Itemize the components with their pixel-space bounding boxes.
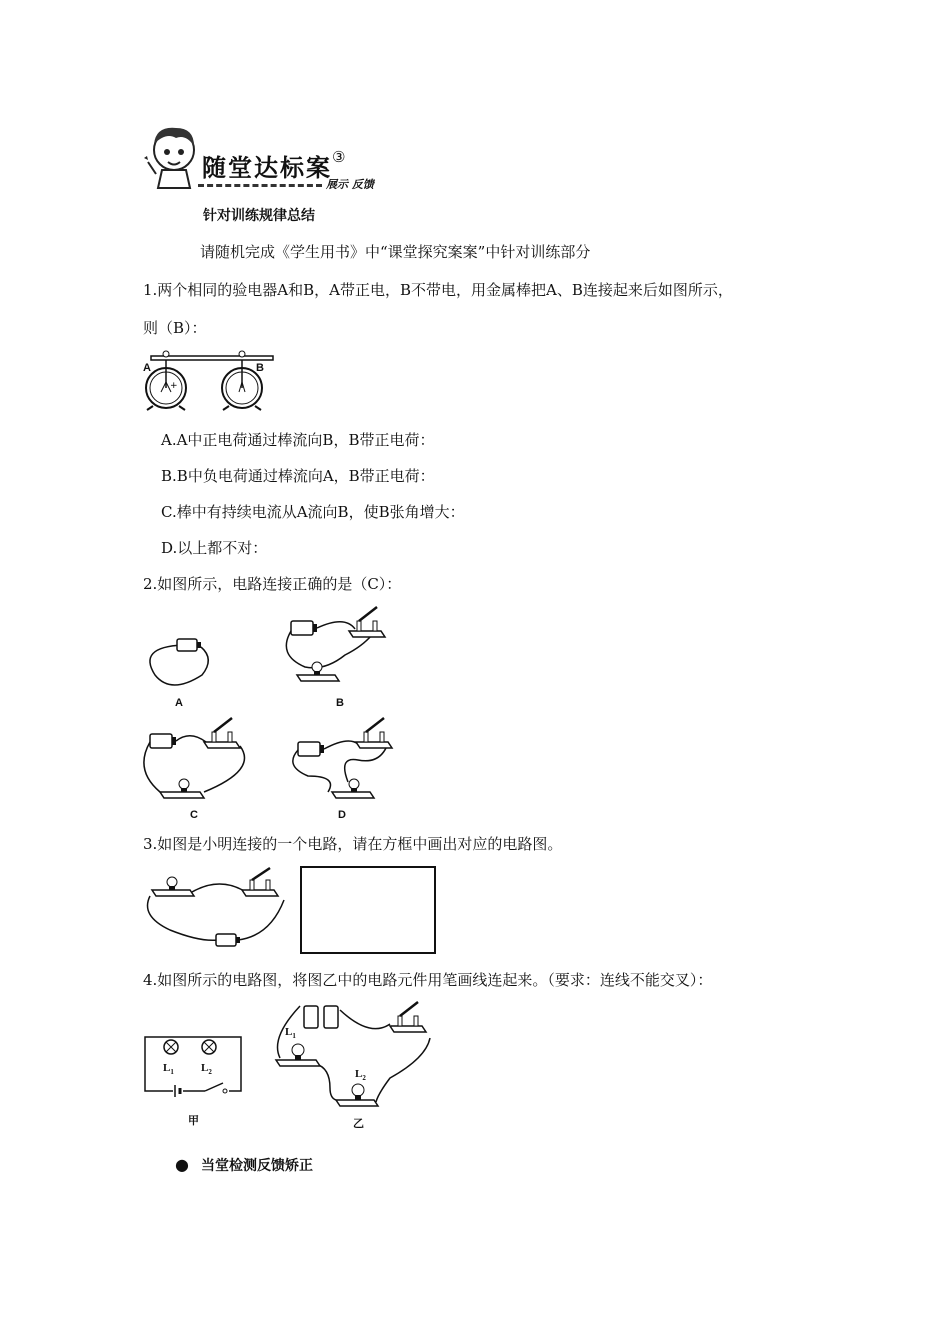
banner-subtitle: 展示 反馈	[326, 178, 374, 191]
q4-stem: 4.如图所示的电路图，将图乙中的电路元件用笔画线连起来。（要求：连线不能交叉）：	[143, 971, 713, 989]
q1-option-a: A.A中正电荷通过棒流向B，B带正电荷：	[161, 431, 435, 449]
banner-dash-line	[198, 184, 322, 187]
q4-yi-l1-letter: L	[285, 1026, 293, 1038]
q1-label-a: A	[143, 362, 151, 374]
q2-label-d: D	[338, 809, 346, 821]
banner-title-text: 随堂达标案	[202, 154, 332, 182]
section-title: 针对训练规律总结	[203, 208, 315, 224]
q4-yi-l2-letter: L	[355, 1068, 363, 1080]
q1-stem-line2: 则（B）：	[143, 319, 207, 337]
q4-label-jia: 甲	[188, 1115, 199, 1127]
q4-label-yi: 乙	[353, 1118, 364, 1130]
q4-l2-sub: 2	[208, 1068, 212, 1077]
intro-text: 请随机完成《学生用书》中“课堂探究案案”中针对训练部分	[200, 243, 591, 261]
svg-text:+: +	[170, 381, 178, 391]
q2-stem: 2.如图所示，电路连接正确的是（C）：	[143, 575, 402, 593]
banner	[140, 118, 400, 196]
q2-figure-c	[140, 716, 270, 801]
q3-circuit-figure	[140, 866, 290, 956]
q4-yi-l1-label	[285, 1026, 296, 1040]
q4-l1-sub: 1	[170, 1068, 174, 1077]
q4-physical-yi	[270, 998, 435, 1116]
q4-l1-letter: L	[163, 1062, 171, 1074]
q1-label-b: B	[256, 362, 264, 374]
q4-yi-l2-label	[355, 1068, 366, 1082]
q4-schematic-jia	[143, 1035, 243, 1093]
q2-label-a: A	[175, 697, 183, 709]
q1-option-c: C.棒中有持续电流从A流向B，使B张角增大：	[161, 503, 465, 521]
q2-label-b: B	[336, 697, 344, 709]
q1-electroscope-figure	[143, 350, 283, 412]
q2-figure-b	[285, 605, 405, 685]
banner-circle-num: ③	[332, 148, 348, 166]
q3-answer-box	[300, 866, 436, 954]
q2-label-c: C	[190, 809, 198, 821]
q1-option-b: B.B中负电荷通过棒流向A，B带正电荷：	[161, 467, 435, 485]
cartoon-boy-icon	[142, 122, 202, 192]
q1-option-d: D.以上都不对：	[161, 539, 268, 557]
q4-yi-l2-sub: 2	[362, 1074, 366, 1083]
q4-l2-label	[201, 1062, 212, 1076]
q4-l2-letter: L	[201, 1062, 209, 1074]
q4-l1-label	[163, 1062, 174, 1076]
footer-title: 当堂检测反馈矫正	[201, 1158, 313, 1174]
q1-stem-line1: 1.两个相同的验电器A和B，A带正电，B不带电，用金属棒把A、B连接起来后如图所示，	[143, 281, 733, 299]
q2-figure-a	[147, 635, 217, 695]
q2-figure-d	[288, 716, 408, 801]
q4-yi-l1-sub: 1	[292, 1032, 296, 1041]
q3-stem: 3.如图是小明连接的一个电路，请在方框中画出对应的电路图。	[143, 835, 563, 853]
footer-bullet: ●	[175, 1155, 189, 1174]
